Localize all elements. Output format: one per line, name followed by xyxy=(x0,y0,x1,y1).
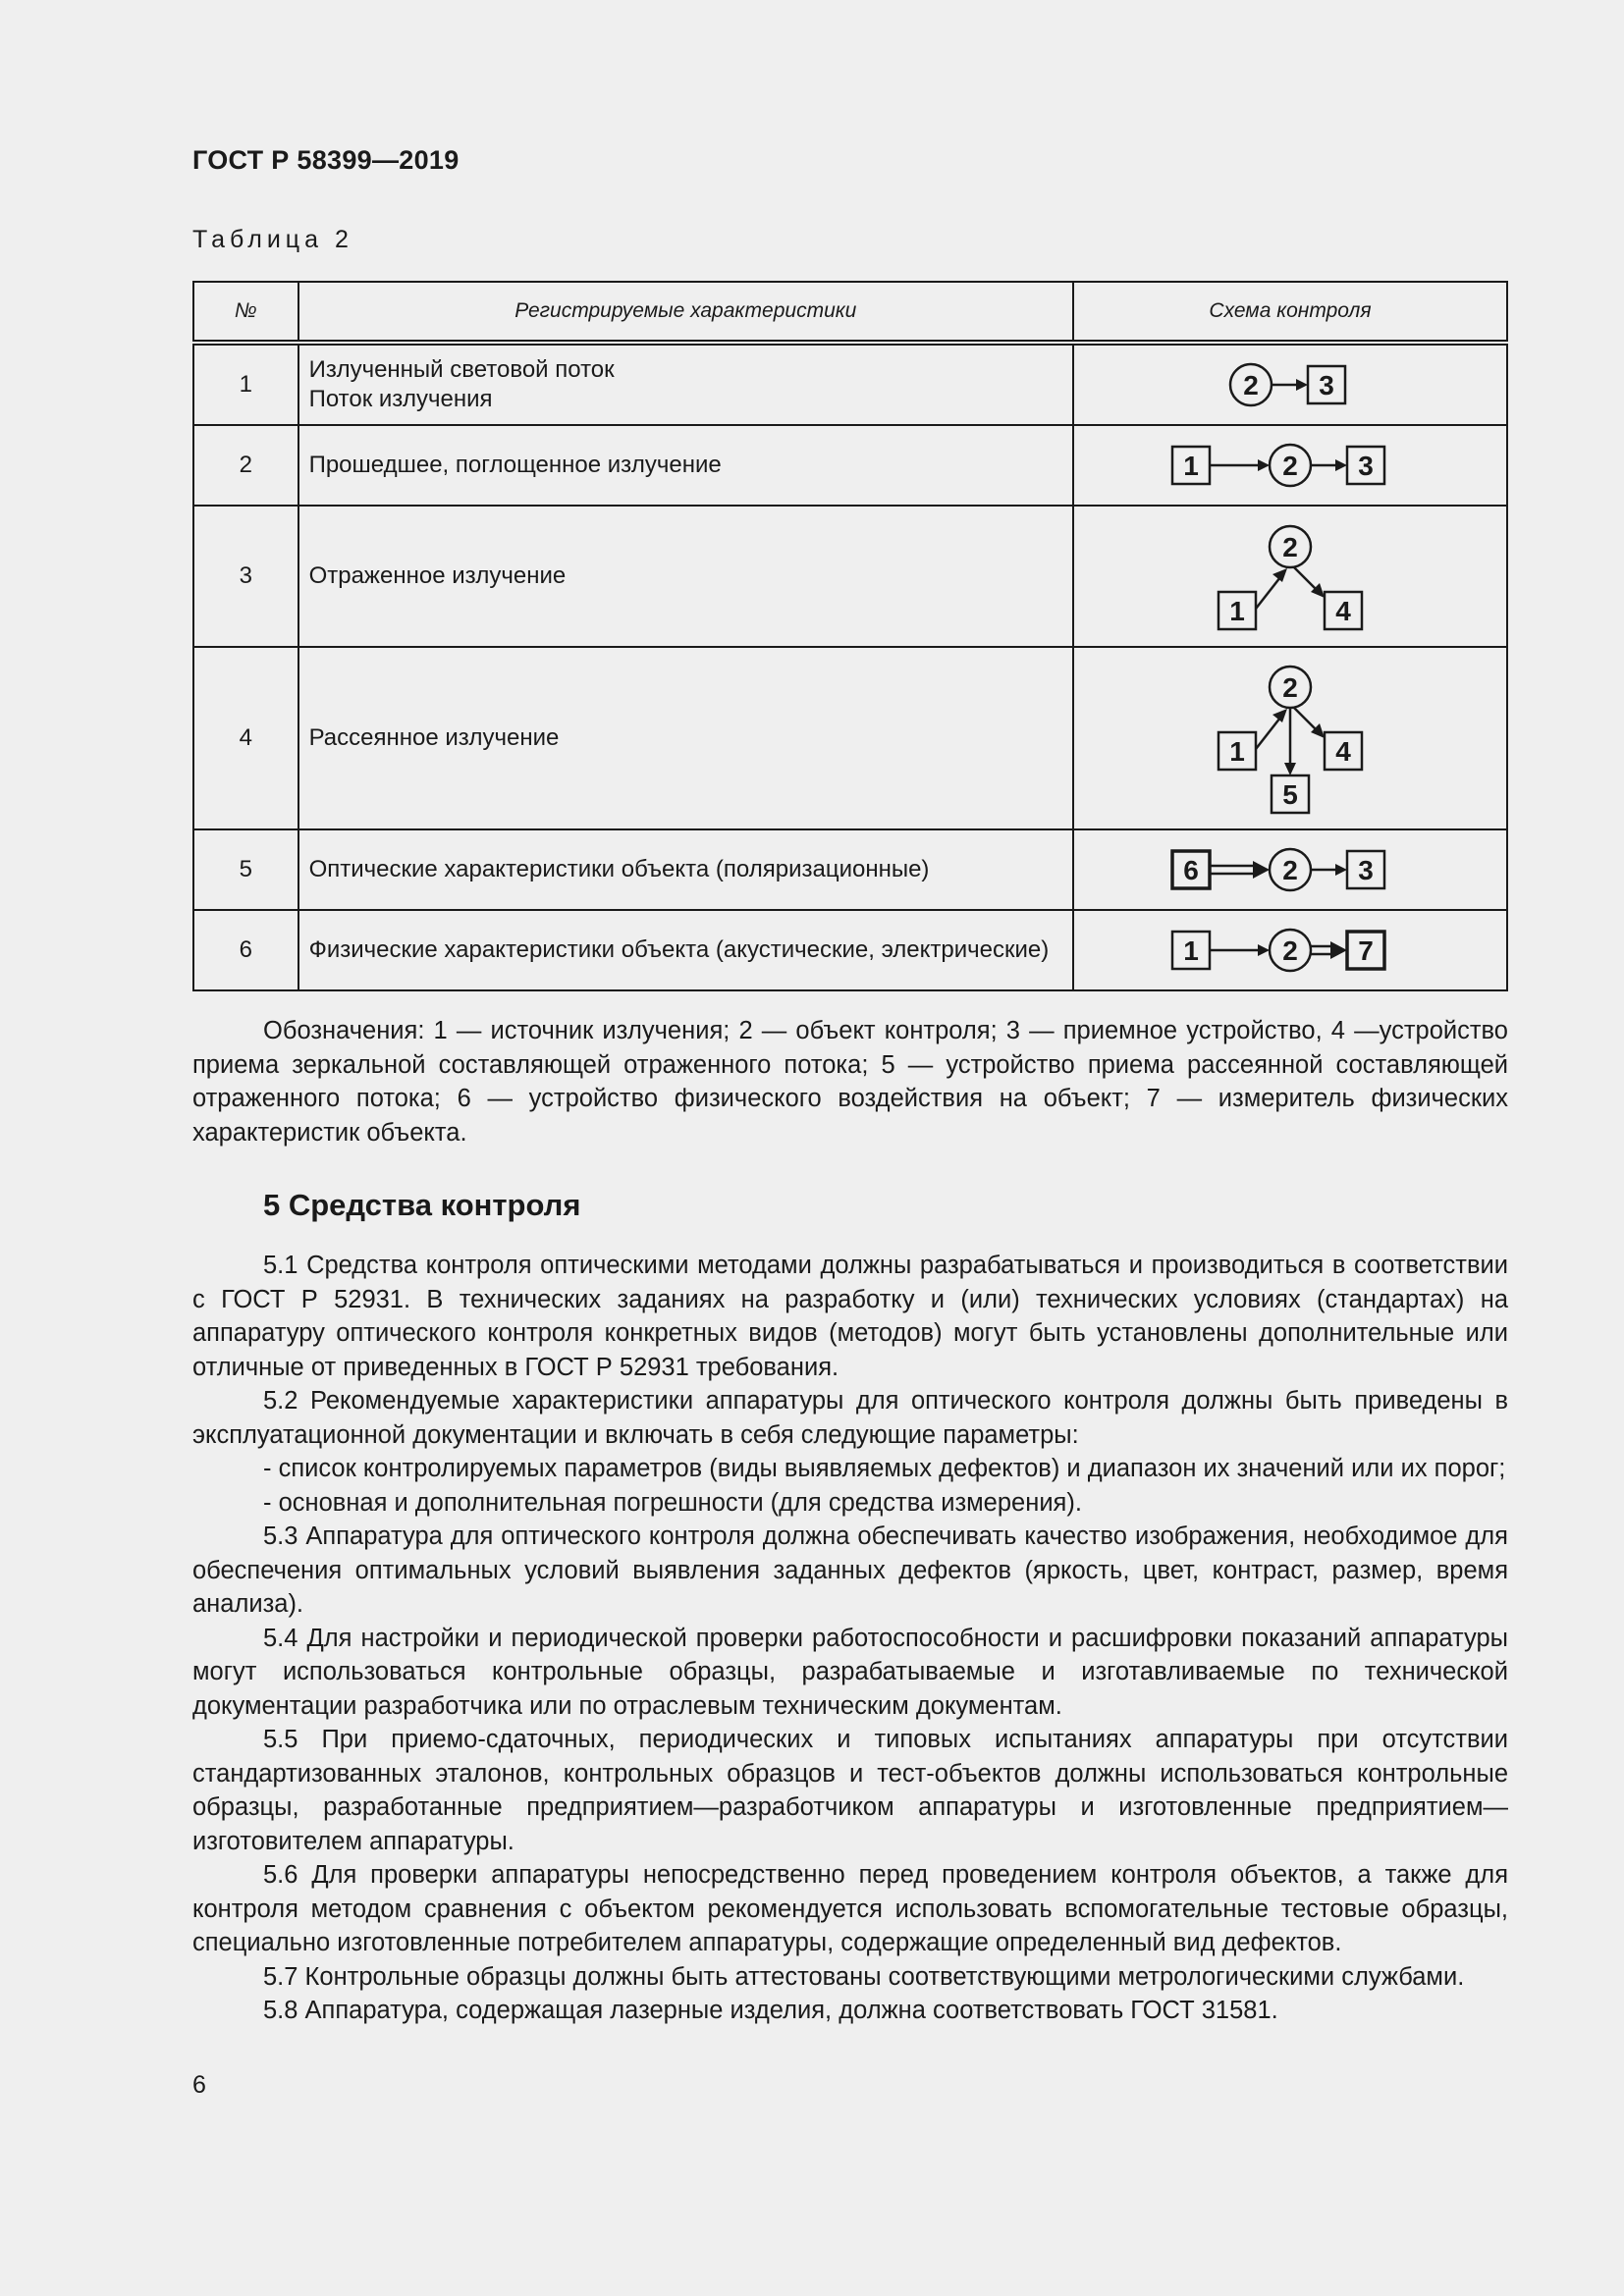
table-row xyxy=(193,506,1507,647)
node-label: 1 xyxy=(1229,596,1245,626)
row-characteristic: Отраженное излучение xyxy=(298,506,1073,647)
scheme-cell xyxy=(1073,506,1507,647)
row-number: 6 xyxy=(193,910,298,990)
list-item: - основная и дополнительная погрешности (для средства измерения). xyxy=(263,1488,1082,1517)
node-label: 5 xyxy=(1282,779,1298,810)
node-label: 2 xyxy=(1282,451,1298,481)
row-number: 3 xyxy=(193,506,298,647)
table-row xyxy=(193,425,1507,506)
table-row xyxy=(193,910,1507,990)
col-header-number: № xyxy=(193,282,298,343)
node-label: 1 xyxy=(1183,935,1199,966)
section-heading: 5 Средства контроля xyxy=(263,1188,581,1222)
paragraph: 5.4 Для настройки и периодической проверки работоспособности и расшифровки показаний аппаратуры могут использоваться контрольные образцы, разрабатываемые и изготавливаемые по технической документации разработчика или по отраслевым техническим документам. xyxy=(192,1624,1508,1720)
node-label: 6 xyxy=(1183,855,1199,885)
scheme-cell xyxy=(1073,647,1507,829)
scheme-diagram xyxy=(1084,426,1496,505)
section-body xyxy=(192,1249,1508,2028)
row-characteristic: Физические характеристики объекта (акустические, электрические) xyxy=(298,910,1073,990)
node-label: 4 xyxy=(1335,596,1351,626)
scheme-cell xyxy=(1073,829,1507,910)
scheme-cell xyxy=(1073,343,1507,425)
paragraph: 5.7 Контрольные образцы должны быть аттестованы соответствующими метрологическими службами. xyxy=(263,1962,1465,1991)
node-label: 2 xyxy=(1282,935,1298,966)
row-number: 4 xyxy=(193,647,298,829)
table-row xyxy=(193,343,1507,425)
node-label: 1 xyxy=(1183,451,1199,481)
table-caption: Таблица 2 xyxy=(192,226,353,253)
node-label: 2 xyxy=(1282,672,1298,703)
scheme-diagram xyxy=(1084,648,1496,828)
list-item: - список контролируемых параметров (виды выявляемых дефектов) и диапазон их значений или их порог; xyxy=(263,1455,1506,1482)
row-characteristic xyxy=(298,343,1073,425)
row-characteristic-line: Поток излучения xyxy=(308,386,493,412)
node-label: 3 xyxy=(1319,370,1334,400)
row-number: 1 xyxy=(193,343,298,425)
legend-paragraph: Обозначения: 1 — источник излучения; 2 — объект контроля; 3 — приемное устройство, 4 —устройство приема зеркальной составляющей отраженного потока; 5 — устройство приема рассеянной составляющей отраженного потока; 6 — устройство физического воздействия на объект; 7 — измеритель физических характеристик объекта. xyxy=(192,1017,1508,1147)
paragraph: 5.3 Аппаратура для оптического контроля должна обеспечивать качество изображения, необходимое для обеспечения оптимальных условий выявления заданных дефектов (яркость, цвет, контраст, размер, время анализа). xyxy=(192,1522,1508,1618)
table-row xyxy=(193,647,1507,829)
paragraph: 5.2 Рекомендуемые характеристики аппаратуры для оптического контроля должны быть приведены в эксплуатационной документации и включать в себя следующие параметры: xyxy=(192,1387,1508,1449)
node-label: 2 xyxy=(1243,370,1259,400)
page-number: 6 xyxy=(192,2071,206,2099)
col-header-scheme: Схема контроля xyxy=(1073,282,1507,343)
row-characteristic: Рассеянное излучение xyxy=(298,647,1073,829)
paragraph: 5.8 Аппаратура, содержащая лазерные изделия, должна соответствовать ГОСТ 31581. xyxy=(263,1997,1278,2024)
scheme-cell xyxy=(1073,425,1507,506)
row-number: 2 xyxy=(193,425,298,506)
paragraph: 5.6 Для проверки аппаратуры непосредственно перед проведением контроля объектов, а также для контроля методом сравнения с объектом рекомендуется использовать вспомогательные тестовые образцы, специально изготовленные потребителем аппаратуры, содержащие определенный вид дефектов. xyxy=(192,1861,1508,1956)
page-header-standard: ГОСТ Р 58399—2019 xyxy=(192,145,460,175)
scheme-diagram xyxy=(1084,346,1496,424)
node-label: 3 xyxy=(1358,855,1374,885)
table-header-row xyxy=(193,282,1507,343)
node-label: 3 xyxy=(1358,451,1374,481)
paragraph: 5.5 При приемо-сдаточных, периодических и типовых испытаниях аппаратуры при отсутствии стандартизованных эталонов, контрольных образцов и тест-объектов должны использоваться контрольные образцы, разработанные предприятием—разработчиком аппаратуры и изготовленные предприятием—изготовителем аппаратуры. xyxy=(192,1726,1508,1855)
row-characteristic: Прошедшее, поглощенное излучение xyxy=(298,425,1073,506)
paragraph: 5.1 Средства контроля оптическими методами должны разрабатываться и производиться в соответствии с ГОСТ Р 52931. В технических заданиях на разработку и (или) технических условиях (стандартах) на аппаратуру оптического контроля конкретных видов (методов) могут быть установлены дополнительные или отличные от приведенных в ГОСТ Р 52931 требования. xyxy=(192,1252,1508,1381)
node-label: 7 xyxy=(1358,935,1374,966)
node-label: 2 xyxy=(1282,532,1298,562)
characteristics-table xyxy=(192,281,1508,991)
table-row xyxy=(193,829,1507,910)
node-label: 1 xyxy=(1229,736,1245,767)
row-number: 5 xyxy=(193,829,298,910)
node-label: 2 xyxy=(1282,855,1298,885)
row-characteristic-line: Излученный световой поток xyxy=(308,356,615,383)
row-characteristic: Оптические характеристики объекта (поляризационные) xyxy=(298,829,1073,910)
node-label: 4 xyxy=(1335,736,1351,767)
table-legend xyxy=(192,1014,1508,1149)
scheme-diagram xyxy=(1084,830,1496,909)
arrow-head xyxy=(1296,379,1308,391)
scheme-diagram xyxy=(1084,507,1496,646)
scheme-diagram xyxy=(1084,911,1496,989)
scheme-cell xyxy=(1073,910,1507,990)
col-header-characteristics: Регистрируемые характеристики xyxy=(298,282,1073,343)
